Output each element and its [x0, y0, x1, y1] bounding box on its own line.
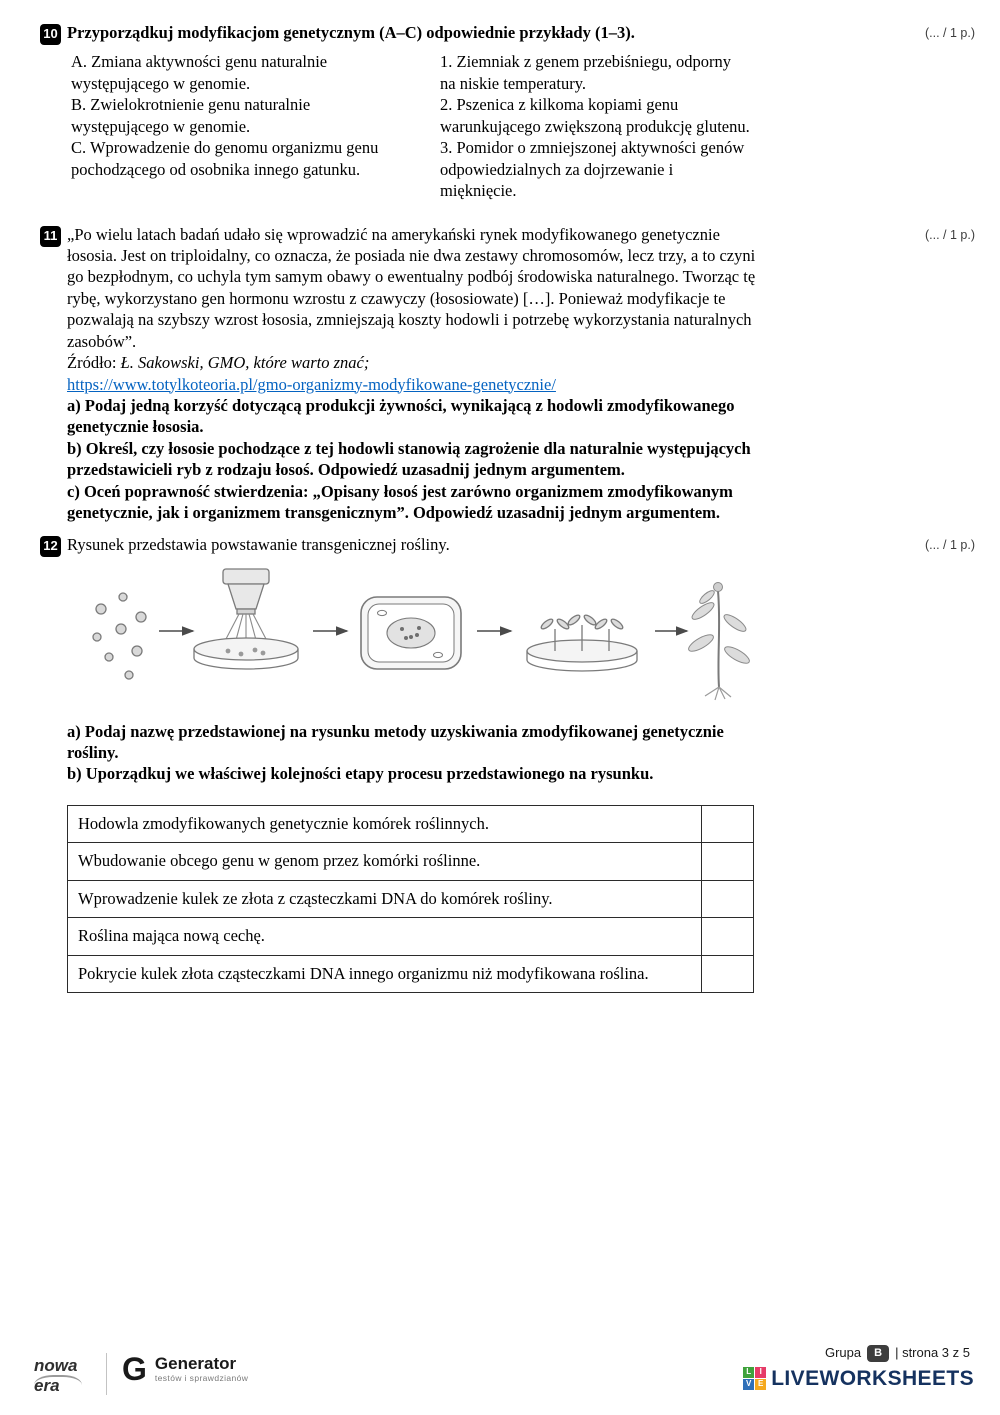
seedlings-dish-icon — [527, 614, 637, 672]
step-text: Pokrycie kulek złota cząsteczkami DNA innego organizmu niż modyfikowana roślina. — [68, 955, 702, 992]
table-row — [68, 955, 754, 992]
plant-cell-icon — [361, 597, 461, 669]
matching-columns — [67, 51, 975, 201]
points-label-q12: (... / 1 p.) — [924, 537, 975, 552]
table-row — [68, 880, 754, 917]
lw-letter-v: V — [743, 1379, 754, 1390]
nowa-era-logo — [34, 1357, 82, 1395]
footer-divider — [106, 1353, 107, 1395]
dna-coated-particles-icon — [93, 593, 146, 679]
source-label: Źródło: — [67, 353, 121, 373]
group-label: Grupa — [824, 1345, 862, 1360]
question-12 — [40, 534, 975, 993]
liveworksheets-grid-icon — [743, 1367, 766, 1390]
question-number-badge-11: 11 — [40, 226, 61, 247]
modification-item-a: A. Zmiana aktywności genu naturalnie występującego w genomie. — [71, 52, 328, 93]
answer-cell[interactable] — [702, 955, 754, 992]
generator-g-icon: G — [122, 1351, 147, 1388]
lw-letter-i: I — [755, 1367, 766, 1378]
generator-logo-subtitle: testów i sprawdzianów — [154, 1372, 249, 1383]
source-line — [67, 352, 769, 373]
group-badge: B — [867, 1345, 889, 1361]
transgenic-plant-icon — [686, 583, 751, 701]
table-row — [68, 843, 754, 880]
table-row — [68, 805, 754, 842]
step-text: Wbudowanie obcego genu w genom przez komórki roślinne. — [68, 843, 702, 880]
lw-letter-l: L — [743, 1367, 754, 1378]
table-row — [68, 918, 754, 955]
question-12-title: Rysunek przedstawia powstawanie transgenicznej rośliny. — [67, 534, 450, 554]
source-link[interactable]: https://www.totylkoteoria.pl/gmo-organizmy-modyfikowane-genetycznie/ — [67, 374, 556, 394]
page-number-info: | strona 3 z 5 — [895, 1345, 970, 1360]
answer-cell[interactable] — [702, 805, 754, 842]
modifications-list — [67, 51, 402, 201]
liveworksheets-logo — [743, 1365, 974, 1392]
step-text: Wprowadzenie kulek ze złota z cząsteczkami DNA do komórek rośliny. — [68, 880, 702, 917]
question-11-part-c: c) Oceń poprawność stwierdzenia: „Opisany łosoś jest zarówno organizmem zmodyfikowanym genetycznie, jak i organizmem transgenicznym”. Odpowiedź uzasadnij jednym argumentem. — [67, 481, 733, 523]
diagram-container — [85, 567, 975, 712]
gene-gun-icon — [194, 569, 298, 669]
source-citation: Ł. Sakowski, GMO, które warto znać; — [120, 353, 370, 373]
liveworksheets-wordmark: LIVEWORKSHEETS — [771, 1367, 974, 1390]
transgenic-plant-diagram — [85, 567, 765, 707]
question-12-part-b: b) Uporządkuj we właściwej kolejności etapy procesu przedstawionego na rysunku. — [67, 764, 654, 784]
modification-item-b: B. Zwielokrotnienie genu naturalnie występującego w genomie. — [71, 95, 311, 136]
quote-text: „Po wielu latach badań udało się wprowadzić na amerykański rynek modyfikowanego genetycznie łososia. Jest on triploidalny, co oznacza, że posiada nie dwa zestawy chromosomów, lecz trzy, a to czyni go bezpłodnym, co uchyla tym samym obawy o ewentualny podbój środowiska naturalnego. Tworząc tę rybę, wykorzystano gen hormonu wzrostu z czawyczy (łososiowate) […]. Ponieważ modyfikacje te pozwalają na szybszy wzrost łososia, zmniejszają koszty hodowli i potrzebę wykorzystania naturalnych zasobów”. — [67, 224, 756, 351]
example-item-3: 3. Pomidor o zmniejszonej aktywności genów odpowiedzialnych za dojrzewanie i mięknięcie. — [440, 138, 745, 201]
step-text: Hodowla zmodyfikowanych genetycznie komórek roślinnych. — [68, 805, 702, 842]
question-number-badge-12: 12 — [40, 536, 61, 557]
examples-list — [440, 51, 750, 201]
question-11-part-a: a) Podaj jedną korzyść dotyczącą produkcji żywności, wynikającą z hodowli zmodyfikowanego genetycznie łososia. — [67, 396, 735, 437]
modification-item-c: C. Wprowadzenie do genomu organizmu genu pochodzącego od osobnika innego gatunku. — [71, 138, 379, 179]
generator-logo-title: Generator — [154, 1354, 237, 1373]
points-label-q11: (... / 1 p.) — [924, 227, 975, 242]
example-item-2: 2. Pszenica z kilkoma kopiami genu warunkującego zwiększoną produkcję glutenu. — [440, 95, 750, 136]
points-label-q10: (... / 1 p.) — [924, 26, 975, 40]
lw-letter-e: E — [755, 1379, 766, 1390]
group-page-info — [825, 1345, 970, 1362]
nowa-era-logo-text-bottom: era — [34, 1375, 82, 1395]
question-11 — [40, 224, 975, 524]
step-text: Roślina mająca nową cechę. — [68, 918, 702, 955]
nowa-era-logo-text-top: nowa — [34, 1356, 78, 1375]
question-10-title: Przyporządkuj modyfikacjom genetycznym (A–C) odpowiednie przykłady (1–3). — [67, 23, 635, 42]
question-11-part-b: b) Określ, czy łososie pochodzące z tej hodowli stanowią zagrożenie dla naturalnie występujących przedstawicieli ryb z rodzaju łosoś. Odpowiedź uzasadnij jednym argumentem. — [67, 438, 751, 480]
generator-logo — [122, 1351, 249, 1388]
question-number-badge-10: 10 — [40, 24, 61, 45]
answer-cell[interactable] — [702, 918, 754, 955]
page-footer — [0, 1343, 1000, 1409]
answer-cell[interactable] — [702, 843, 754, 880]
question-12-part-a: a) Podaj nazwę przedstawionej na rysunku metody uzyskiwania zmodyfikowanej genetycznie rośliny. — [67, 721, 724, 762]
source-link-line — [67, 374, 769, 395]
ordering-table — [67, 805, 754, 993]
answer-cell[interactable] — [702, 880, 754, 917]
question-10 — [40, 22, 975, 202]
example-item-1: 1. Ziemniak z genem przebiśniegu, odporny na niskie temperatury. — [440, 52, 731, 93]
